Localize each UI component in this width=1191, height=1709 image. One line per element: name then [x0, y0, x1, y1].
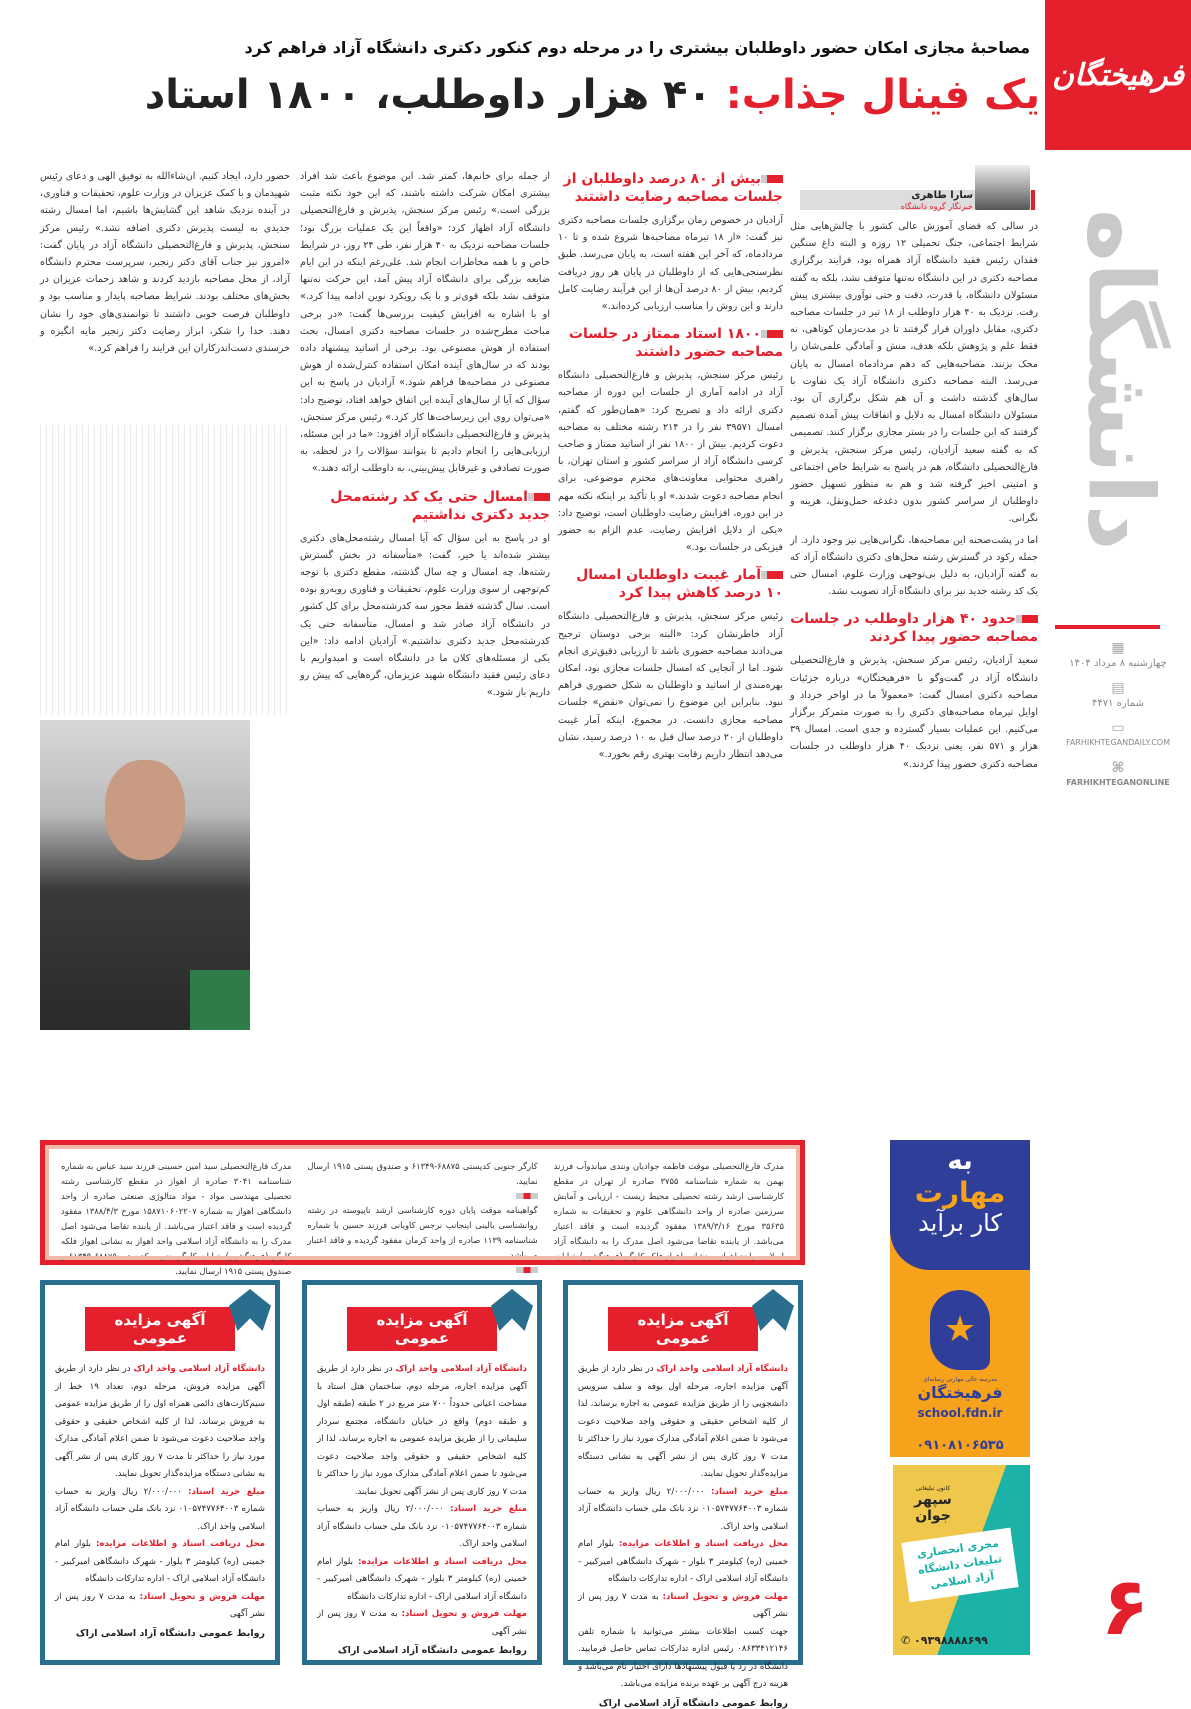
- agency-brand: [903, 1485, 963, 1524]
- headline: [40, 72, 1040, 118]
- social-handle[interactable]: FARHIKHTEGANONLINE: [1066, 778, 1170, 787]
- paragraph: او در پاسخ به این سؤال که آیا امسال رشته‌محل‌های دکتری بیشتر شده‌اند یا خیر، گفت: «متأسفانه در بخش گسترش رشته‌ها، چه امسال و چه سال گذشته، مقطع دکتری با توجه کم‌توجهی از سوی وزارت علوم، تحقیقات و فناوری رویه‌رو بوده است. سال گذشته فقط مجوز سه کدرشته‌محل برای کل کشور در دانشگاه آزاد صادر شد و امسال، متأسفانه حتی یک کدرشته‌محل جدید دکتری نداشتیم.» آزادیان ادامه داد: «این یکی از مسئله‌های کلان ما در دانشگاه است و امیدواریم با دعای رئیس فقید دانشگاه شهید عزیزمان، گره‌هایی که پیش رو داریم باز شود.»: [300, 532, 550, 699]
- article-column-3: [300, 168, 550, 706]
- web-icon: ▭: [1111, 720, 1125, 736]
- ad-line: کار برآید: [918, 1209, 1002, 1237]
- issue-icon: ▤: [1111, 680, 1125, 696]
- supertitle: مصاحبهٔ مجازی امکان حضور داوطلبان بیشتری را در مرحله دوم کنکور دکتری دانشگاه آزاد فراهم کرد: [244, 38, 1030, 57]
- value: ۲/۰۰۰/۰۰۰ ریال واریز به حساب شماره ۰۱۰۵۷۴۷۷۶۴۰۰۳ نزد بانک ملی حساب دانشگاه آزاد اسلامی واحد اراک.: [317, 1504, 527, 1549]
- website-link[interactable]: FARHIKHTEGANDAILY.COM: [1066, 738, 1170, 747]
- face: [105, 760, 185, 860]
- subheading-marker-icon: [534, 493, 550, 501]
- phone-icon: ✆: [901, 1634, 915, 1647]
- org: دانشگاه آزاد اسلامی واحد اراک: [395, 1364, 527, 1374]
- auction-ad: [40, 1280, 280, 1665]
- paragraph: در سالی که فضای آموزش عالی کشور با چالش‌هایی مثل شرایط اجتماعی، جنگ تحمیلی ۱۲ روزه و البته داغ سنگین فقدان رئیس فقید دانشگاه آزاد همراه بود، فرایند برگزاری مصاحبه دکتری در این دانشگاه نه‌تنها متوقف نشد، بلکه به گفته مسئولان دانشگاه، با قدرت، دقت و حتی نوآوری بیشتری پیش رفت. نزدیک به ۴۰ هزار داوطلب از ۱۸ تیر در جلسات مصاحبه دکتری، مقابل داوران قرار گرفتند تا در مدت‌زمان کوتاهی، نه فقط علم و پژوهش بلکه هدف، منش و آمادگی علمی‌شان را محک بزنند. مصاحبه‌هایی که دهم مردادماه امسال به پایان می‌رسد. البته مصاحبه دکتری دانشگاه آزاد یک تفاوت با سال‌های گذشته داشت و آن هم شکل برگزاری آن بود. مسئولان دانشگاه امسال به دلایل و اتفاقات پیش آمده تصمیم گرفتند که این جلسات را در بستر مجازی برگزار کنند. تصمیمی که به گفته سعید آزادیان، رئیس مرکز سنجش، پذیرش و فارغ‌التحصیلی دانشگاه، هم در پاسخ به شرایط خاص اجتماعی و امنیتی اخیر گرفته شد و هم به منظور تسهیل حضور داوطلبان از سراسر کشور بدون دغدغه حمل‌ونقل، هزینه و نگرانی.: [790, 221, 1039, 525]
- date-info: [1045, 640, 1191, 669]
- label: محل دریافت اسناد و اطلاعات مزایده:: [618, 1539, 788, 1549]
- label: مهلت فروش و تحویل اسناد:: [139, 1591, 265, 1602]
- issue-info: [1045, 680, 1191, 709]
- label: مهلت فروش و تحویل اسناد:: [662, 1591, 788, 1602]
- auction-title: آگهی مزایده عمومی: [347, 1307, 497, 1351]
- auction-body: [578, 1361, 788, 1694]
- issue-number: شماره ۴۴۷۱: [1092, 698, 1144, 709]
- signature: روابط عمومی دانشگاه آزاد اسلامی اراک: [598, 1697, 788, 1709]
- subheading-text: ۱۸۰۰ استاد ممتاز در جلسات مصاحبه حضور داشتند: [568, 326, 783, 361]
- value: بلوار امام خمینی (ره) کیلومتر ۳ بلوار - شهرک دانشگاهی امیرکبیر - دانشگاه آزاد اسلامی اراک - اداره تدارکات دانشگاه: [55, 1539, 266, 1584]
- article-column-1: [790, 218, 1038, 777]
- university-emblem-icon: [491, 1289, 533, 1331]
- label: محل دریافت اسناد و اطلاعات مزایده:: [357, 1556, 527, 1567]
- label: مبلغ خرید اسناد:: [450, 1504, 527, 1514]
- star-logo-icon: ★: [930, 1290, 990, 1370]
- subheading-text: حدود ۴۰ هزار داوطلب در جلسات مصاحبه حضور پیدا کردند: [790, 611, 1038, 646]
- notice: مدرک فارغ‌التحصیلی سید امین حسینی فرزند سید عباس به شماره شناسنامه ۳۰۴۱ صادره از اهواز در مقطع کارشناسی رشته تحصیلی مهندسی مواد - مواد متالوژی صنعتی صادره از واحد دانشگاهی اهواز به شماره ۱۵۸۷۱۰۶۰۲۲۰۷ مورخ ۱۳۸۸/۴/۳ مفقود گردیده است و فاقد اعتبار می‌باشد. از یابنده تقاضا می‌شود اصل مدرک را به دانشگاه آزاد اسلامی واحد اهواز به نشانی اهواز فلکه کارگر (فرهنگشهر) خیابان کارگر جنوبی کدپستی ۶۸۸۷۵-۶۱۳۴۹ و صندوق پستی ۱۹۱۵ ارسال نمایید.: [61, 1161, 292, 1276]
- chair: [190, 970, 250, 1030]
- agency-message: مجری انحصاری تبلیغات دانشگاه آزاد اسلامی: [901, 1528, 1018, 1603]
- value: به مدت ۷ روز پس از نشر آگهی: [578, 1591, 788, 1619]
- notice-column: [307, 1159, 538, 1260]
- headline-red: یک فینال جذاب:: [725, 72, 1040, 118]
- article-column-4: [40, 168, 290, 361]
- paragraph: از جمله برای خانم‌ها، کمتر شد. این موضوع باعث شد افراد بیشتری امکان شرکت داشته باشند، که این خود نکته مثبت بزرگی است.» رئیس مرکز سنجش، پذیرش و فارغ‌التحصیلی دانشگاه آزاد اظهار کرد: «واقعاً این یک عملیات بزرگ بود؛ جلسات مصاحبه نزدیک به ۴۰ هزار نفر، طی ۲۴ روز، در شرایط خاص و با همه مخاطرات انجام شد. علی‌رغم اینکه در این ایام ضایعه بزرگی برای دانشگاه آزاد پیش آمد، این حرکت نه‌تنها متوقف نشد بلکه قوی‌تر و با یک رویکرد نوین ادامه پیدا کرد.» او با اشاره به افزایش کیفیت بررسی‌ها گفت: «در برخی مباحث مطرح‌شده در جلسات مصاحبه دکتری امسال، بحث استفاده از هوش مصنوعی بود. برخی از اساتید پیشنهاد داده بودند که در سال‌های آینده امکان استفاده کنترل‌شده از هوش مصنوعی در مصاحبه‌ها فراهم شود.» آزادیان در پاسخ به این سؤال که آیا از سال‌های آینده این اتفاق خواهد افتاد، توضیح داد: «می‌توان روی این زیرساخت‌ها کار کرد.» رئیس مرکز سنجش، پذیرش و فارغ‌التحصیلی دانشگاه آزاد افزود: «ما در این مسئله، ارزیابی‌هایی را انجام دادیم تا بتوانند سؤالات را در لحظه، به صورت تصادفی و غیرقابل پیش‌بینی، به داوطلب ارائه دهند.»: [300, 171, 550, 475]
- notice: گواهینامه موقت پایان دوره کارشناسی ارشد ناپیوسته در رشته روانشناسی بالینی اینجانب نرجس کاویانی فرزند حسین با شماره شناسنامه ۱۱۳۹ صادره از واحد کرمان مفقود گردیده و فاقد اعتبار می‌باشد.: [307, 1205, 538, 1260]
- ad-line: به: [947, 1146, 973, 1176]
- social-info[interactable]: [1045, 760, 1191, 787]
- intro: در نظر دارد از طریق آگهی مزایده فروش، مرحله دوم، تعداد ۱۹ خط از سیم‌کارت‌های دائمی همراه اول را از طریق مزایده عمومی به فروش برساند، لذا از کلیه اشخاص حقیقی و حقوقی واجد صلاحیت دعوت می‌شود تا ضمن اعلام آمادگی مدارک مورد نیاز را حداکثر تا مدت ۷ روز کاری پس از نشر آگهی به نشانی دستگاه مزایده‌گذار تحویل نمایند.: [55, 1364, 265, 1479]
- contact: جهت کسب اطلاعات بیشتر می‌توانید با شماره تلفن ۰۸۶۳۳۴۱۲۱۴۶ رئیس اداره تدارکات تماس حاصل فرمایید. دانشگاه در رد یا قبول پیشنهادها دارای اختیار تام می‌باشد و هزینه درج آگهی بر عهده برنده مزایده می‌باشد.: [578, 1626, 788, 1689]
- label: مبلغ خرید اسناد:: [711, 1486, 788, 1497]
- university-emblem-icon: [229, 1289, 271, 1331]
- lost-document-notices: [40, 1140, 805, 1276]
- ad-tagline: مدرسه عالی مهارتی رسانه‌ای: [923, 1376, 997, 1383]
- interviewee-photo: [40, 720, 250, 1030]
- value: بلوار امام خمینی (ره) کیلومتر ۳ بلوار - شهرک دانشگاهی امیرکبیر - دانشگاه آزاد اسلامی اراک - اداره تدارکات دانشگاه: [317, 1556, 528, 1602]
- value: ۲/۰۰۰/۰۰۰ ریال واریز به حساب شماره ۰۱۰۵۷۴۷۷۶۴۰۰۳ نزد بانک ملی حساب دانشگاه آزاد اسلامی واحد اراک.: [578, 1486, 788, 1532]
- page-number: ۶: [1100, 1560, 1150, 1653]
- decorative-pattern: [40, 425, 290, 715]
- separator: [516, 1267, 538, 1273]
- separator: [516, 1193, 538, 1199]
- university-emblem-icon: [752, 1289, 794, 1331]
- notice-column: [61, 1159, 292, 1276]
- school-ad[interactable]: [890, 1140, 1030, 1435]
- value: به مدت ۷ روز پس از نشر آگهی: [317, 1609, 527, 1637]
- calendar-icon: ▦: [1111, 640, 1125, 656]
- subheading: [558, 566, 783, 602]
- article-column-2: [558, 160, 783, 767]
- ad-top: [890, 1140, 1030, 1270]
- author-photo: [975, 165, 1030, 210]
- signature: روابط عمومی دانشگاه آزاد اسلامی اراک: [75, 1627, 265, 1639]
- subheading-text: بیش از ۸۰ درصد داوطلبان از جلسات مصاحبه رضایت داشتند: [563, 171, 783, 205]
- ad-url[interactable]: school.fdn.ir: [917, 1406, 1003, 1420]
- agency-brand-small: کانون تبلیغاتی: [915, 1485, 951, 1492]
- org: دانشگاه آزاد اسلامی واحد اراک: [133, 1364, 265, 1374]
- ad-brand: فرهیختگان: [917, 1383, 1003, 1402]
- notice-column: [553, 1159, 785, 1261]
- notice: مدرک فارغ‌التحصیلی موقت فاطمه جوادیان ونندی میاندوآب فرزند بهمن به شماره شناسنامه ۳۷۵۵ صادره از تهران در مقطع کارشناسی ارشد رشته تحصیلی محیط زیست - ارزیابی و آمایش سرزمین صادره از واحد دانشگاهی علوم و تحقیقات به شماره ۳۵۶۳۵ مورخ ۱۳۸۹/۳/۱۶ مفقود گردیده است و فاقد اعتبار می‌باشد. از یابنده تقاضا می‌شود اصل مدرک را به دانشگاه آزاد اسلامی واحد اهواز به نشانی اهواز فلکه کارگر (فرهنگشهر) خیابان: [553, 1161, 785, 1261]
- auction-title: آگهی مزایده عمومی: [85, 1307, 235, 1351]
- agency-brand-text: سپهر جوان: [914, 1492, 952, 1524]
- subheading: [790, 610, 1038, 646]
- auction-ad: [302, 1280, 542, 1665]
- subheading: [300, 488, 550, 524]
- subheading: [558, 170, 783, 206]
- logo-text: فرهیختگان: [1052, 57, 1184, 93]
- subheading-marker-icon: [1022, 615, 1038, 623]
- auction-body: [317, 1361, 527, 1641]
- subheading: [558, 325, 783, 361]
- website-info[interactable]: [1045, 720, 1191, 747]
- paragraph: رئیس مرکز سنجش، پذیرش و فارغ‌التحصیلی دانشگاه آزاد در ادامه آماری از جلسات این دوره از مصاحبه دکتری ارائه داد و تصریح کرد: «همان‌طور که گفتم، امسال ۳۹۵۷۱ نفر را در ۲۱۴ رشته مختلف به مصاحبه دعوت کردیم. بیش از ۱۸۰۰ نفر از اساتید ممتاز و صاحب کرسی دانشگاه آزاد از سراسر کشور و استان تهران، با راهبری محتوایی معاونت‌های محترم موضوعی، برای انجام مصاحبه دعوت شدند.» او با تأکید بر اینکه نکته مهم در این دوره، افزایش رضایت داوطلبان است، توضیح داد: «یکی از دلایل افزایش رضایت، عدم الزام به حضور فیزیکی در جلسات بود.»: [558, 370, 784, 554]
- author-role: خبرنگار گروه دانشگاه: [900, 202, 973, 211]
- agency-phone: [901, 1634, 988, 1647]
- org: دانشگاه آزاد اسلامی واحد اراک: [656, 1364, 788, 1374]
- section-title: دانشگاه: [1067, 209, 1173, 551]
- social-icon: ⌘: [1111, 760, 1125, 776]
- label: محل دریافت اسناد و اطلاعات مزایده:: [95, 1539, 265, 1549]
- author-name: سارا طاهری: [911, 190, 973, 201]
- paragraph: حضور دارد، ایجاد کنیم. ان‌شاءالله به توفیق الهی و دعای رئیس شهیدمان و با کمک عزیزان در وزارت علوم، تحقیقات و فناوری، در آینده نزدیک شاهد این گشایش‌ها باشیم، اما امسال رشته جدیدی به لیست پذیرش دکتری اضافه نشد.» رئیس مرکز سنجش، پذیرش و فارغ‌التحصیلی دانشگاه آزاد در پایان گفت: «امروز نیز جناب آقای دکتر زنجیر، سرپرست محترم دانشگاه آزاد، از محل مصاحبه بازدید کردند و شاهد زحمات عزیزان در بخش‌های مختلف بودند. شرایط مصاحبه پایدار و مناسب بود و داوطلبان فرصت خوبی داشتند تا توانمندی‌های خود را نشان دهند. خدا را شکر، ابراز رضایت دکتر زنجیر مایه انگیزه و خرسندی دست‌اندرکاران این فرایند را فراهم کرد.»: [40, 171, 290, 355]
- subheading-marker-icon: [767, 175, 783, 183]
- subheading-text: امسال حتی یک کد رشته‌محل جدید دکتری نداشتیم: [330, 488, 550, 523]
- paragraph: آزادیان در خصوص زمان برگزاری جلسات مصاحبه دکتری نیز گفت: «از ۱۸ تیرماه مصاحبه‌ها شروع شده و تا ۱۰ مردادماه، که آخر این هفته است، به پایان می‌رسد. طبق نظرسنجی‌هایی که از داوطلبان در پایان هر روز دریافت کردیم، بیش از ۸۰ درصد آن‌ها از این فرآیند رضایت کامل دارند و این روش را مناسب ارزیابی کرده‌اند.»: [558, 215, 783, 313]
- divider: [1055, 625, 1160, 629]
- headline-black: ۴۰ هزار داوطلب، ۱۸۰۰ استاد: [144, 72, 712, 118]
- label: مهلت فروش و تحویل اسناد:: [401, 1609, 527, 1619]
- auction-title: آگهی مزایده عمومی: [608, 1307, 758, 1351]
- paragraph: اما در پشت‌صحنه این مصاحبه‌ها، نگرانی‌هایی نیز وجود دارد. از جمله رکود در گسترش رشته محل‌های دکتری دانشگاه آزاد که به گفته آزادیان، به دلیل بی‌توجهی وزارت علوم، امسال حتی یک کد رشته جدید نیز برای دانشگاه آزاد تصویب نشد.: [790, 534, 1038, 598]
- label: مبلغ خرید اسناد:: [188, 1486, 265, 1497]
- agency-ad[interactable]: [893, 1465, 1030, 1655]
- subheading-text: آمار غیبت داوطلبان امسال ۱۰ درصد کاهش پیدا کرد: [576, 567, 783, 602]
- notice: کارگر جنوبی کدپستی ۶۸۸۷۵-۶۱۳۴۹ و صندوق پستی ۱۹۱۵ ارسال نمایید.: [307, 1161, 538, 1186]
- value: به مدت ۷ روز پس از نشر آگهی: [55, 1591, 265, 1619]
- signature: روابط عمومی دانشگاه آزاد اسلامی اراک: [337, 1645, 527, 1656]
- subheading-marker-icon: [767, 571, 783, 579]
- intro: در نظر دارد از طریق آگهی مزایده اجاره، مرحله دوم، ساختمان هتل استاد با مساحت اعیانی حدوداً ۷۰۰ متر مربع در ۲ طبقه (طبقه اول و طبقه دوم) واقع در خیابان دانشگاه، مجتمع سردار سلیمانی را از طریق مزایده عمومی به اجاره برساند، لذا از کلیه اشخاص حقیقی و حقوقی واجد صلاحیت دعوت می‌شود تا ضمن اعلام آمادگی مدارک مورد نیاز را حداکثر تا مدت ۷ روز کاری پس از نشر آگهی تحویل نمایند.: [317, 1364, 528, 1497]
- subheading-marker-icon: [767, 330, 783, 338]
- ad-line: مهارت: [914, 1176, 1006, 1209]
- intro: در نظر دارد از طریق آگهی مزایده اجاره، مرحله اول بوفه و سلف سرویس دانشجویی را از طریق مزایده عمومی به اجاره برساند، لذا از کلیه اشخاص حقیقی و حقوقی واجد صلاحیت دعوت می‌شود تا ضمن اعلام آمادگی مدارک مورد نیاز را حداکثر تا مدت ۷ روز کاری پس از نشر آگهی به نشانی دستگاه مزایده‌گذار تحویل نمایند.: [578, 1364, 788, 1479]
- value: بلوار امام خمینی (ره) کیلومتر ۳ بلوار - شهرک دانشگاهی امیرکبیر - دانشگاه آزاد اسلامی اراک - اداره تدارکات دانشگاه: [578, 1539, 789, 1584]
- school-ad-phone: ۰۹۱۰۸۱۰۶۵۳۵: [890, 1435, 1030, 1457]
- auction-body: [55, 1361, 265, 1624]
- auction-ad: [563, 1280, 803, 1709]
- date: چهارشنبه ۸ مرداد ۱۴۰۴: [1069, 658, 1167, 669]
- paragraph: رئیس مرکز سنجش، پذیرش و فارغ‌التحصیلی دانشگاه آزاد خاطرنشان کرد: «البته برخی دوستان ترجیح می‌دادند مصاحبه حضوری باشد تا ارزیابی دقیق‌تری انجام شود. اما از آنجایی که امسال جلسات مجازی بود، امکان بهره‌مندی از اساتید و داوطلبان به شکل حضوری فراهم نبود. بنابراین این موضوع را نمی‌توان «نقص» جلسات مصاحبه مجازی دانست. در مجموع، اینکه آمار غیبت داوطلبان از ۲۰ درصد سال قبل به ۱۰ درصد رسید، نشان می‌دهد انتظار داریم رقابت بهتری رقم بخورد.»: [558, 611, 783, 761]
- newspaper-logo: [1045, 0, 1191, 150]
- phone-number: ۰۹۳۹۸۸۸۸۶۹۹: [914, 1634, 988, 1647]
- paragraph: سعید آزادیان، رئیس مرکز سنجش، پذیرش و فارغ‌التحصیلی دانشگاه آزاد در گفت‌وگو با «فرهیختگان» درباره جزئیات مصاحبه دکتری امسال گفت: «معمولاً ما در اواخر خرداد و اوایل تیرماه مصاحبه‌های دکتری را به صورت متمرکز برگزار می‌کنیم. این عملیات بسیار گسترده و جدی است. امسال ۳۹ هزار و ۵۷۱ نفر، یعنی نزدیک ۴۰ هزار داوطلب در جلسات مصاحبه دکتری حضور پیدا کردند.»: [790, 655, 1038, 770]
- value: ۲/۰۰۰/۰۰۰ ریال واریز به حساب شماره ۰۱۰۵۷۴۷۷۶۴۰۰۳ نزد بانک ملی حساب دانشگاه آزاد اسلامی واحد اراک.: [55, 1486, 265, 1532]
